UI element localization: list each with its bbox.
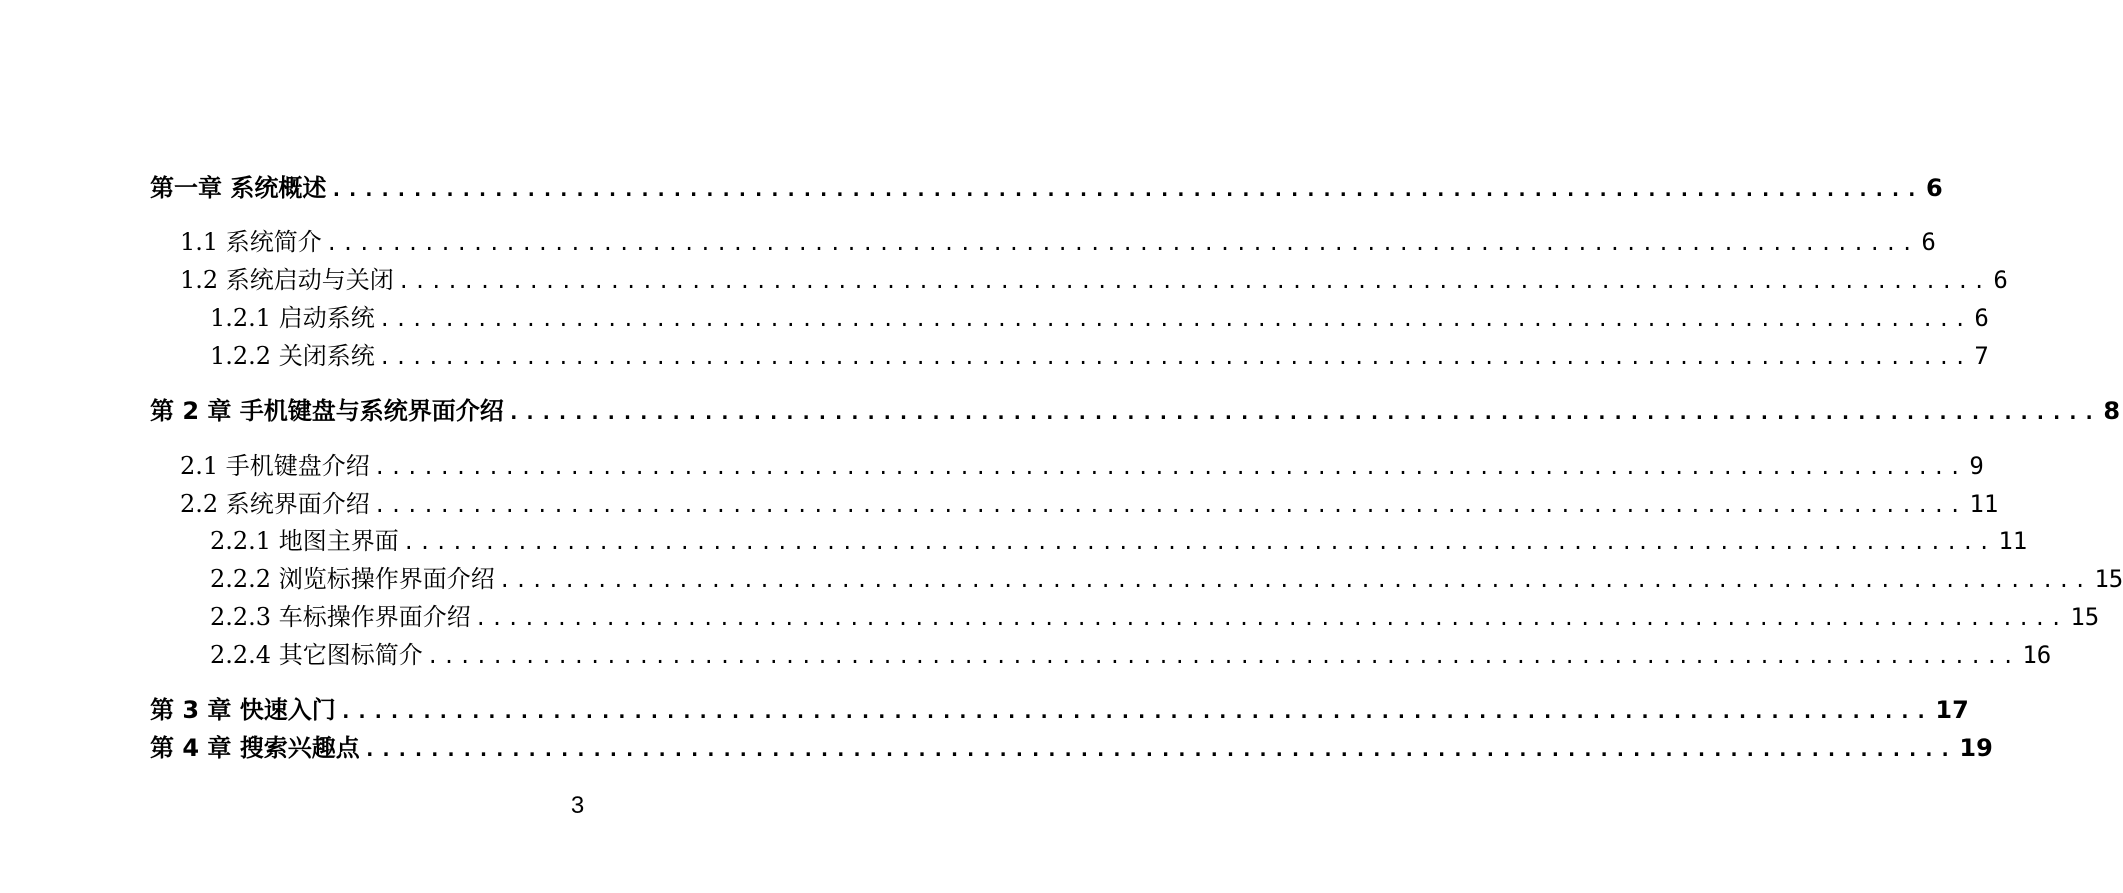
dot-leader: ..................................................................................................: [378, 307, 1971, 331]
toc-entry-label: 2.2 系统界面介绍: [180, 490, 370, 518]
toc-entry-label: 第 4 章 搜索兴趣点: [150, 734, 360, 762]
toc-entry-page: 6: [1993, 266, 2008, 294]
dot-leader: ..................................................................................................: [373, 493, 1966, 517]
toc-entry-page: 17: [1935, 696, 1969, 724]
toc-entry-label: 1.1 系统简介: [180, 228, 322, 256]
toc-entry-subsection-2-2-1[interactable]: [210, 523, 2028, 559]
footer-page-number: 3: [570, 792, 585, 819]
toc-entry-label: 2.1 手机键盘介绍: [180, 452, 370, 480]
toc-entry-page: 16: [2022, 641, 2052, 669]
toc-entry-label: 第 3 章 快速入门: [150, 696, 336, 724]
toc-entry-label: 1.2 系统启动与关闭: [180, 266, 394, 294]
toc-entry-label: 2.2.2 浏览标操作界面介绍: [210, 565, 495, 593]
toc-entry-label: 第 2 章 手机键盘与系统界面介绍: [150, 397, 504, 425]
toc-entry-page: 9: [1969, 452, 1984, 480]
toc-entry-section-2-2[interactable]: [180, 486, 1999, 522]
toc-entry-page: 19: [1959, 734, 1993, 762]
toc-entry-subsection-1-2-2[interactable]: [210, 338, 1989, 374]
dot-leader: ..................................................................................................: [402, 530, 1995, 554]
toc-entry-section-1-1[interactable]: [180, 224, 1936, 260]
toc-entry-label: 2.2.3 车标操作界面介绍: [210, 603, 471, 631]
toc-entry-chapter-1[interactable]: [150, 170, 1943, 206]
toc-entry-label: 1.2.2 关闭系统: [210, 342, 375, 370]
toc-entry-page: 8: [2103, 397, 2121, 425]
dot-leader: ..................................................................................................: [397, 269, 1990, 293]
toc-entry-page: 15: [2070, 603, 2100, 631]
toc-entry-page: 7: [1974, 342, 1989, 370]
toc-entry-subsection-2-2-2[interactable]: [210, 561, 2123, 597]
dot-leader: ..................................................................................................: [498, 568, 2091, 592]
toc-entry-section-2-1[interactable]: [180, 448, 1984, 484]
toc-entry-chapter-4[interactable]: [150, 730, 1993, 766]
dot-leader: ..................................................................................................: [339, 699, 1932, 723]
toc-entry-subsection-2-2-3[interactable]: [210, 599, 2100, 635]
toc-entry-label: 2.2.4 其它图标简介: [210, 641, 423, 669]
dot-leader: ..................................................................................................: [378, 345, 1971, 369]
dot-leader: ..................................................................................................: [330, 177, 1922, 201]
toc-entry-subsection-1-2-1[interactable]: [210, 300, 1989, 336]
dot-leader: ..................................................................................................: [507, 400, 2100, 424]
table-of-contents: [150, 0, 2123, 893]
toc-entry-page: 11: [1969, 490, 1999, 518]
dot-leader: ..................................................................................................: [363, 737, 1956, 761]
toc-entry-page: 6: [1921, 228, 1936, 256]
dot-leader: ..................................................................................................: [373, 455, 1966, 479]
toc-entry-section-1-2[interactable]: [180, 262, 2008, 298]
toc-entry-label: 1.2.1 启动系统: [210, 304, 375, 332]
dot-leader: ..................................................................................................: [426, 644, 2019, 668]
toc-entry-subsection-2-2-4[interactable]: [210, 637, 2052, 673]
toc-entry-chapter-3[interactable]: [150, 692, 1969, 728]
toc-entry-label: 第一章 系统概述: [150, 174, 327, 202]
toc-entry-page: 6: [1925, 174, 1943, 202]
dot-leader: ..................................................................................................: [474, 606, 2067, 630]
toc-entry-label: 2.2.1 地图主界面: [210, 527, 399, 555]
toc-entry-page: 11: [1998, 527, 2028, 555]
toc-entry-page: 6: [1974, 304, 1989, 332]
toc-entry-page: 15: [2094, 565, 2123, 593]
dot-leader: ..................................................................................................: [325, 231, 1918, 255]
toc-entry-chapter-2[interactable]: [150, 393, 2121, 429]
